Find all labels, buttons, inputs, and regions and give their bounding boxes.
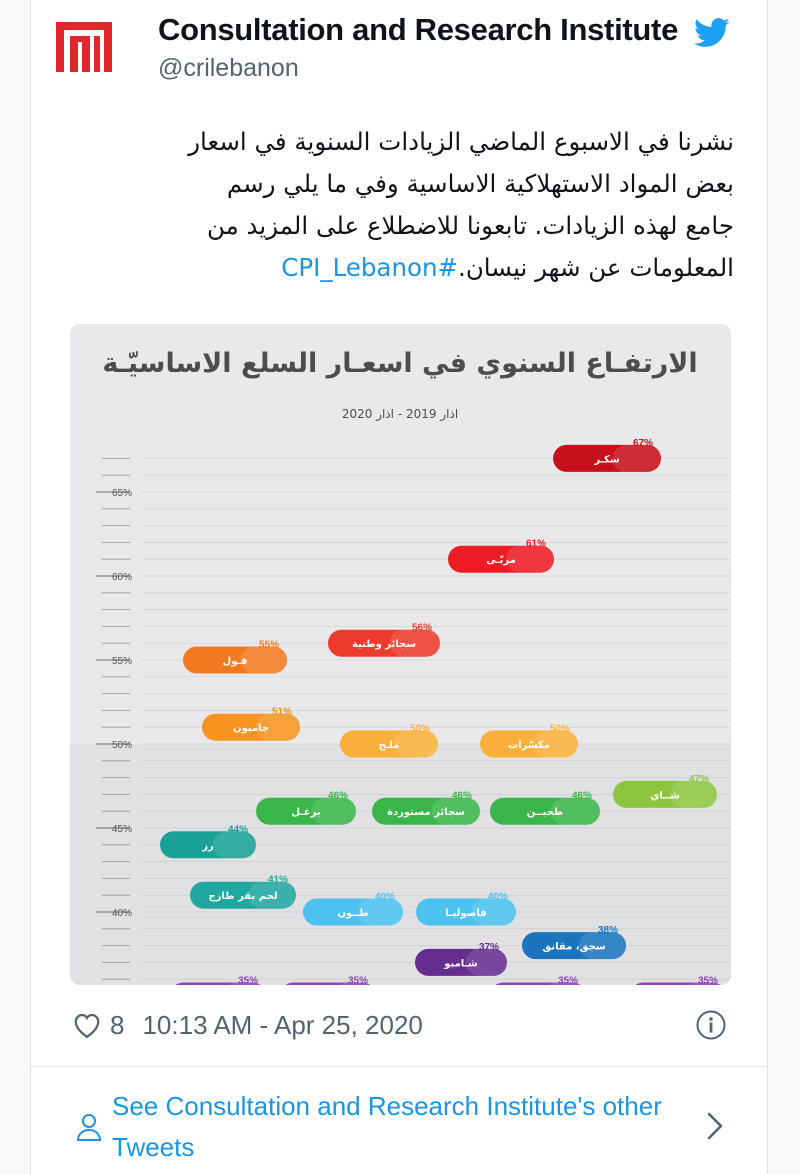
tweet-text-line: نشرنا في الاسبوع الماضي الزيادات السنوية في اسعار — [188, 127, 734, 156]
price-bar-value: 47% — [688, 773, 709, 785]
price-increase-chart — [70, 324, 731, 985]
price-bar-value: 35% — [237, 975, 258, 985]
tweet-text — [86, 121, 734, 289]
price-bar-label: ملـح — [378, 740, 400, 751]
price-bar-label: مربّـى — [486, 555, 516, 567]
price-bar-label: رز — [202, 840, 214, 852]
price-bar-label: فـول — [222, 656, 248, 667]
price-bar-label: طــون — [337, 908, 369, 919]
info-icon[interactable] — [695, 1009, 727, 1041]
price-bar-value: 35% — [347, 975, 368, 985]
price-bar-label: فاصوليـا — [445, 908, 487, 919]
price-bar-value: 46% — [327, 790, 348, 802]
see-more-tweets-link[interactable] — [74, 1086, 734, 1166]
tweet-timestamp[interactable]: 10:13 AM - Apr 25, 2020 — [142, 1009, 423, 1040]
tweet-meta — [72, 1008, 423, 1042]
price-bar-label: برغـل — [291, 807, 321, 819]
price-bar-value: 67% — [632, 437, 653, 449]
infographic-image[interactable] — [70, 324, 731, 985]
price-bar-value: 40% — [374, 891, 395, 903]
price-bar-label: لحم بقر طازج — [208, 891, 278, 903]
price-bar-label: سجائر مستوردة — [387, 807, 465, 819]
price-bar-label: سجق، مقانق — [542, 941, 606, 953]
price-bar-value: 56% — [411, 622, 432, 634]
price-bar-value: 35% — [697, 975, 718, 985]
price-bar-label: شــاي — [650, 790, 680, 802]
y-tick-label: 65% — [111, 488, 133, 499]
price-bar-value: 46% — [571, 790, 592, 802]
price-bar-highlight — [612, 445, 661, 472]
price-bar-value: 55% — [258, 639, 279, 651]
price-bar-value: 50% — [409, 723, 430, 735]
tweet-text-line: بعض المواد الاستهلاكية الاساسية وفي ما يلي رسم — [226, 169, 734, 198]
author-name[interactable]: Consultation and Research Institute — [158, 12, 679, 47]
price-bar-value: 38% — [597, 925, 618, 937]
price-bar-value: 44% — [227, 824, 248, 836]
y-tick-label: 55% — [111, 656, 133, 667]
twitter-bird-icon[interactable] — [694, 18, 730, 48]
see-more-tweets-label[interactable]: See Consultation and Research Institute's other Tweets — [112, 1091, 662, 1162]
cri-logo-icon[interactable] — [50, 12, 130, 74]
price-bar-value: 37% — [478, 941, 499, 953]
price-bar-value: 50% — [549, 723, 570, 735]
price-bar-label: طحيــن — [526, 807, 564, 819]
y-tick-label: 40% — [111, 908, 133, 919]
price-bar-highlight — [213, 831, 256, 858]
person-icon — [74, 1112, 104, 1142]
price-bar-label: جامبون — [232, 723, 270, 735]
y-tick-label: 45% — [111, 824, 133, 835]
price-bar-label: سجائر وطنية — [351, 639, 417, 651]
chart-title: الارتفـاع السنوي في اسعـار السلع الاساسيّـة — [102, 348, 698, 379]
tweet-text-line — [86, 247, 734, 289]
price-bar-label: مكسّرات — [508, 740, 550, 751]
like-count[interactable]: 8 — [110, 1009, 125, 1040]
price-bar-value: 41% — [267, 874, 288, 886]
hashtag-link[interactable]: #CPI_Lebanon — [281, 253, 459, 282]
divider — [30, 1066, 768, 1067]
price-bar-label: سكـر — [594, 454, 620, 466]
lower-band — [70, 744, 731, 985]
price-bar-value: 61% — [525, 538, 546, 550]
y-tick-label: 50% — [111, 740, 133, 751]
price-bar-value: 40% — [487, 891, 508, 903]
price-bar-highlight — [394, 731, 438, 758]
author-handle[interactable]: @crilebanon — [158, 54, 299, 82]
price-bar-value: 51% — [271, 706, 292, 718]
chart-subtitle: اذار 2019 - اذار 2020 — [341, 407, 459, 421]
price-bar-label: شـامبو — [444, 958, 478, 970]
heart-icon[interactable] — [72, 1011, 102, 1039]
tweet-text-line: جامع لهذه الزيادات. تابعونا للاضطلاع على المزيد من — [206, 211, 734, 240]
y-tick-label: 60% — [111, 572, 133, 583]
price-bar-value: 35% — [557, 975, 578, 985]
chevron-right-icon[interactable] — [704, 1110, 726, 1142]
tweet-text-line-end: المعلومات عن شهر نيسان. — [458, 253, 734, 282]
price-bar-value: 46% — [451, 790, 472, 802]
